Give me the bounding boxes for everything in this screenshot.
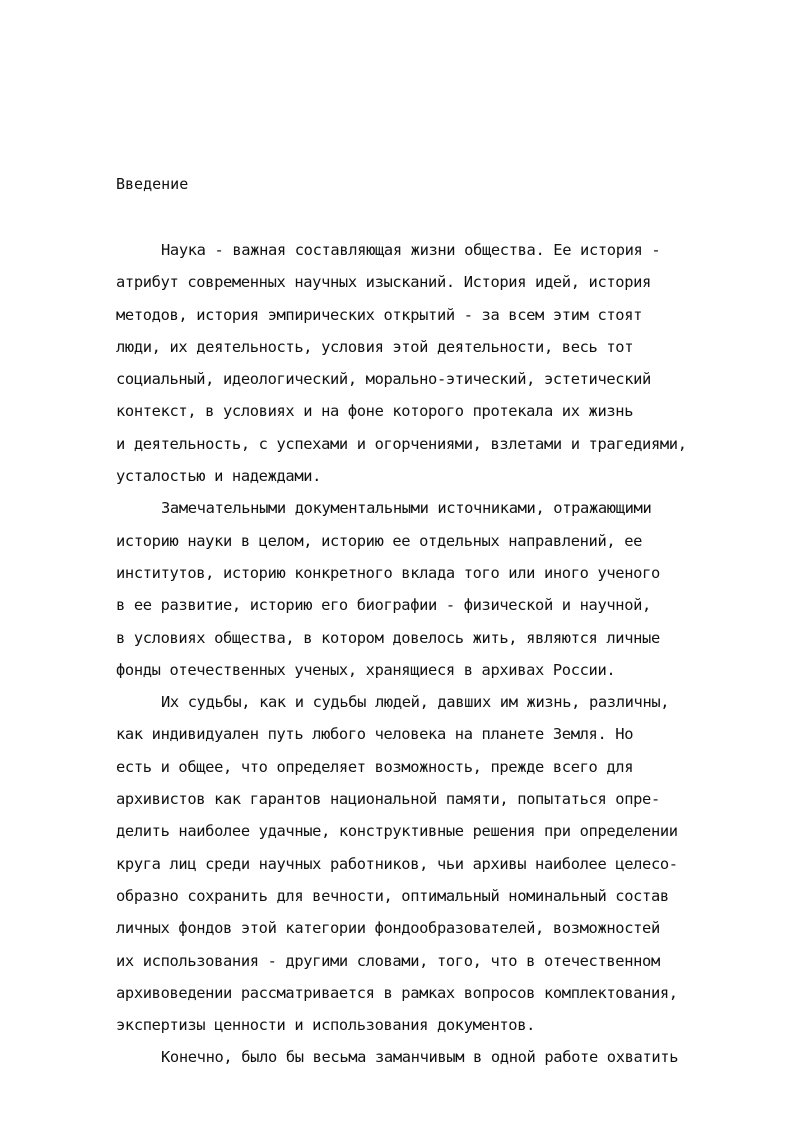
text-line: их использования - другими словами, того, что в отечественном bbox=[116, 951, 660, 970]
text-line: Наука - важная составляющая жизни общества. Ее история - bbox=[161, 241, 661, 259]
text-line: социальный, идеологический, морально-этический, эстетический bbox=[116, 370, 651, 389]
text-line: личных фондов этой категории фондообразователей, возможностей bbox=[116, 919, 660, 938]
text-line: архивистов как гарантов национальной памяти, попытаться опре- bbox=[116, 790, 660, 809]
text-line: фонды отечественных ученых, хранящиеся в архивах России. bbox=[116, 660, 616, 679]
text-line: Их судьбы, как и судьбы людей, давших им жизнь, различны, bbox=[161, 693, 670, 712]
text-line: как индивидуален путь любого человека на планете Земля. Но bbox=[116, 725, 634, 744]
text-line: Замечательными документальными источниками, отражающими bbox=[161, 499, 652, 518]
text-line: историю науки в целом, историю ее отдельных направлений, ее bbox=[116, 531, 643, 550]
text-line: и деятельность, с успехами и огорчениями, взлетами и трагедиями, bbox=[116, 434, 687, 453]
text-line: делить наиболее удачные, конструктивные решения при определении bbox=[116, 822, 678, 841]
text-line: Конечно, было бы весьма заманчивым в одной работе охватить bbox=[161, 1048, 679, 1067]
text-line: усталостью и надеждами. bbox=[116, 467, 322, 486]
text-line: в условиях общества, в котором довелось жить, являются личные bbox=[116, 628, 660, 647]
text-line: атрибут современных научных изысканий. История идей, история bbox=[116, 273, 651, 292]
section-heading: Введение bbox=[116, 175, 189, 193]
text-line: образно сохранить для вечности, оптимальный номинальный состав bbox=[116, 886, 669, 905]
text-line: в ее развитие, историю его биографии - физической и научной, bbox=[116, 596, 651, 615]
text-line: есть и общее, что определяет возможность, прежде всего для bbox=[116, 757, 634, 776]
text-line: круга лиц среди научных работников, чьи архивы наиболее целесо- bbox=[116, 854, 678, 873]
body-text bbox=[116, 234, 726, 1074]
text-line: экспертизы ценности и использования документов. bbox=[116, 1016, 536, 1035]
text-line: люди, их деятельность, условия этой деятельности, весь тот bbox=[116, 337, 634, 356]
text-line: архивоведении рассматривается в рамках вопросов комплектования, bbox=[116, 983, 678, 1002]
text-line: методов, история эмпирических открытий - за всем этим стоят bbox=[116, 305, 643, 324]
text-line: институтов, историю конкретного вклада того или иного ученого bbox=[116, 563, 660, 582]
text-line: контекст, в условиях и на фоне которого протекала их жизнь bbox=[116, 402, 634, 421]
